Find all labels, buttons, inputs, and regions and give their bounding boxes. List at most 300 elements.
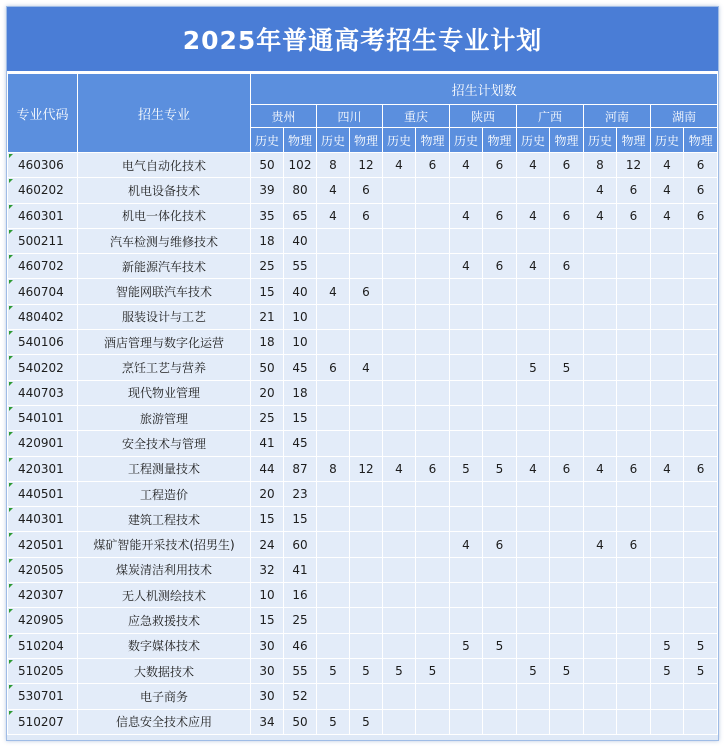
plan-frame <box>6 6 719 741</box>
plan-count-cell <box>684 507 718 532</box>
plan-count-cell <box>416 228 450 253</box>
plan-count-cell: 5 <box>550 355 584 380</box>
plan-count-cell <box>450 709 483 734</box>
plan-count-cell: 4 <box>651 203 684 228</box>
plan-count-cell <box>483 178 517 203</box>
plan-count-cell: 15 <box>284 405 317 430</box>
plan-count-cell <box>517 228 550 253</box>
plan-count-cell <box>684 228 718 253</box>
major-code-cell: 510207 <box>8 709 78 734</box>
plan-count-cell <box>350 254 383 279</box>
plan-count-cell: 6 <box>483 532 517 557</box>
plan-count-cell <box>450 583 483 608</box>
plan-count-cell <box>651 279 684 304</box>
plan-count-cell: 5 <box>684 658 718 683</box>
plan-count-cell: 4 <box>317 203 350 228</box>
plan-count-cell <box>651 254 684 279</box>
plan-count-cell <box>317 557 350 582</box>
major-code-cell: 420901 <box>8 431 78 456</box>
plan-count-cell: 4 <box>350 355 383 380</box>
plan-count-cell <box>584 507 617 532</box>
plan-count-cell: 102 <box>284 153 317 178</box>
plan-count-cell: 4 <box>450 153 483 178</box>
plan-count-cell <box>416 608 450 633</box>
plan-count-cell <box>383 405 416 430</box>
plan-count-cell: 16 <box>284 583 317 608</box>
plan-count-cell <box>517 532 550 557</box>
plan-count-cell <box>483 355 517 380</box>
plan-count-cell <box>350 684 383 709</box>
plan-count-cell <box>584 633 617 658</box>
plan-count-cell <box>550 304 584 329</box>
plan-count-cell <box>617 279 651 304</box>
plan-count-cell <box>584 355 617 380</box>
plan-count-cell: 45 <box>284 355 317 380</box>
subject-history-header: 历史 <box>251 128 284 153</box>
major-name-cell: 旅游管理 <box>78 405 251 430</box>
plan-count-cell: 65 <box>284 203 317 228</box>
plan-count-cell: 4 <box>651 153 684 178</box>
plan-count-cell <box>483 658 517 683</box>
subject-history-header: 历史 <box>517 128 550 153</box>
plan-count-cell: 15 <box>251 279 284 304</box>
plan-count-cell <box>550 279 584 304</box>
plan-count-cell: 6 <box>617 203 651 228</box>
plan-count-cell <box>517 507 550 532</box>
major-name-cell: 工程测量技术 <box>78 456 251 481</box>
plan-count-cell <box>651 355 684 380</box>
plan-count-cell: 6 <box>416 153 450 178</box>
plan-count-cell <box>517 330 550 355</box>
plan-count-cell <box>684 355 718 380</box>
plan-count-cell <box>383 557 416 582</box>
plan-count-cell: 5 <box>684 633 718 658</box>
header-plan-count: 招生计划数 <box>251 74 718 105</box>
plan-count-cell <box>416 507 450 532</box>
plan-count-cell <box>317 380 350 405</box>
subject-history-header: 历史 <box>450 128 483 153</box>
plan-count-cell: 6 <box>617 456 651 481</box>
plan-count-cell <box>483 380 517 405</box>
table-row <box>8 431 718 456</box>
plan-count-cell <box>517 633 550 658</box>
plan-count-cell <box>383 431 416 456</box>
plan-count-cell <box>651 330 684 355</box>
plan-count-cell <box>383 355 416 380</box>
table-row <box>8 456 718 481</box>
major-name-cell: 信息安全技术应用 <box>78 709 251 734</box>
plan-count-cell: 60 <box>284 532 317 557</box>
plan-count-cell: 10 <box>251 583 284 608</box>
province-header: 河南 <box>584 105 651 128</box>
plan-count-cell <box>684 330 718 355</box>
plan-count-cell: 55 <box>284 658 317 683</box>
plan-count-cell <box>684 684 718 709</box>
plan-count-cell: 6 <box>550 456 584 481</box>
plan-count-cell <box>350 608 383 633</box>
plan-count-cell: 4 <box>450 532 483 557</box>
plan-count-cell: 8 <box>584 153 617 178</box>
subject-physics-header: 物理 <box>483 128 517 153</box>
plan-count-cell <box>517 405 550 430</box>
plan-count-cell <box>317 532 350 557</box>
plan-count-cell <box>416 178 450 203</box>
plan-count-cell <box>350 633 383 658</box>
plan-count-cell: 4 <box>517 153 550 178</box>
table-row <box>8 557 718 582</box>
plan-count-cell <box>317 633 350 658</box>
plan-count-cell: 4 <box>584 532 617 557</box>
plan-count-cell <box>584 228 617 253</box>
plan-count-cell <box>517 178 550 203</box>
plan-count-cell <box>684 532 718 557</box>
plan-count-cell <box>550 709 584 734</box>
plan-count-cell <box>450 405 483 430</box>
plan-count-cell <box>350 228 383 253</box>
plan-count-cell: 15 <box>251 507 284 532</box>
plan-count-cell: 12 <box>617 153 651 178</box>
table-row <box>8 608 718 633</box>
plan-count-cell <box>651 684 684 709</box>
plan-count-cell: 39 <box>251 178 284 203</box>
subject-physics-header: 物理 <box>416 128 450 153</box>
plan-count-cell <box>550 557 584 582</box>
plan-count-cell <box>350 304 383 329</box>
plan-count-cell <box>684 304 718 329</box>
plan-count-cell <box>651 228 684 253</box>
plan-count-cell: 12 <box>350 456 383 481</box>
plan-count-cell <box>416 481 450 506</box>
plan-count-cell <box>684 481 718 506</box>
plan-count-cell: 6 <box>550 254 584 279</box>
plan-count-cell <box>584 557 617 582</box>
major-code-cell: 460301 <box>8 203 78 228</box>
plan-count-cell <box>651 431 684 456</box>
plan-count-cell <box>584 684 617 709</box>
major-name-cell: 新能源汽车技术 <box>78 254 251 279</box>
plan-count-cell: 6 <box>550 153 584 178</box>
plan-count-cell: 4 <box>584 203 617 228</box>
plan-count-cell: 6 <box>550 203 584 228</box>
subject-history-header: 历史 <box>584 128 617 153</box>
plan-count-cell <box>684 583 718 608</box>
plan-count-cell <box>651 481 684 506</box>
plan-count-cell <box>383 304 416 329</box>
subject-physics-header: 物理 <box>617 128 651 153</box>
plan-count-cell: 20 <box>251 481 284 506</box>
plan-count-cell <box>584 431 617 456</box>
plan-count-cell <box>450 330 483 355</box>
plan-count-cell <box>684 709 718 734</box>
plan-count-cell <box>383 203 416 228</box>
plan-count-cell: 5 <box>317 709 350 734</box>
plan-count-cell <box>317 304 350 329</box>
plan-count-cell <box>416 203 450 228</box>
plan-count-cell <box>617 431 651 456</box>
plan-count-cell <box>684 405 718 430</box>
plan-count-cell: 6 <box>684 203 718 228</box>
province-header: 广西 <box>517 105 584 128</box>
plan-count-cell <box>584 380 617 405</box>
plan-count-cell: 5 <box>483 633 517 658</box>
plan-count-cell <box>517 608 550 633</box>
table-row <box>8 203 718 228</box>
plan-count-cell: 50 <box>251 355 284 380</box>
major-code-cell: 420501 <box>8 532 78 557</box>
plan-count-cell: 6 <box>617 532 651 557</box>
table-row <box>8 633 718 658</box>
table-row <box>8 355 718 380</box>
plan-count-cell: 18 <box>251 330 284 355</box>
plan-count-cell <box>383 380 416 405</box>
plan-count-cell <box>350 405 383 430</box>
plan-count-cell <box>450 507 483 532</box>
plan-count-cell <box>350 557 383 582</box>
plan-count-cell: 40 <box>284 228 317 253</box>
province-header: 湖南 <box>651 105 718 128</box>
plan-count-cell: 6 <box>483 203 517 228</box>
plan-count-cell <box>684 254 718 279</box>
plan-count-cell: 87 <box>284 456 317 481</box>
plan-count-cell: 30 <box>251 658 284 683</box>
plan-count-cell: 25 <box>251 254 284 279</box>
plan-count-cell <box>317 431 350 456</box>
plan-count-cell <box>651 405 684 430</box>
major-name-cell: 煤矿智能开采技术(招男生) <box>78 532 251 557</box>
plan-count-cell <box>550 633 584 658</box>
plan-count-cell <box>450 557 483 582</box>
plan-count-cell: 5 <box>483 456 517 481</box>
plan-count-cell <box>617 557 651 582</box>
plan-count-cell: 10 <box>284 330 317 355</box>
major-code-cell: 440301 <box>8 507 78 532</box>
plan-count-cell <box>416 557 450 582</box>
plan-count-cell <box>450 658 483 683</box>
plan-count-cell <box>550 380 584 405</box>
plan-count-cell <box>317 405 350 430</box>
plan-count-cell <box>350 481 383 506</box>
major-name-cell: 服装设计与工艺 <box>78 304 251 329</box>
plan-count-cell <box>383 507 416 532</box>
plan-count-cell <box>317 228 350 253</box>
province-header: 四川 <box>317 105 383 128</box>
plan-count-cell: 41 <box>251 431 284 456</box>
major-code-cell: 440703 <box>8 380 78 405</box>
plan-count-cell: 45 <box>284 431 317 456</box>
plan-count-cell <box>584 709 617 734</box>
plan-count-cell <box>483 481 517 506</box>
province-header: 重庆 <box>383 105 450 128</box>
major-name-cell: 煤炭清洁利用技术 <box>78 557 251 582</box>
plan-count-cell <box>684 431 718 456</box>
plan-count-cell <box>450 608 483 633</box>
plan-count-cell: 4 <box>517 254 550 279</box>
plan-count-cell: 35 <box>251 203 284 228</box>
subject-history-header: 历史 <box>651 128 684 153</box>
plan-count-cell: 8 <box>317 456 350 481</box>
subject-physics-header: 物理 <box>550 128 584 153</box>
plan-count-cell <box>617 380 651 405</box>
plan-count-cell <box>651 608 684 633</box>
plan-count-cell: 5 <box>350 658 383 683</box>
major-name-cell: 大数据技术 <box>78 658 251 683</box>
major-code-cell: 500211 <box>8 228 78 253</box>
plan-count-cell <box>517 684 550 709</box>
plan-count-cell: 4 <box>450 254 483 279</box>
plan-count-cell: 5 <box>350 709 383 734</box>
plan-count-cell <box>550 532 584 557</box>
plan-count-cell <box>584 658 617 683</box>
major-code-cell: 530701 <box>8 684 78 709</box>
table-row <box>8 304 718 329</box>
plan-count-cell <box>383 583 416 608</box>
plan-count-cell <box>617 583 651 608</box>
plan-count-cell <box>517 380 550 405</box>
plan-count-cell: 34 <box>251 709 284 734</box>
plan-count-cell: 4 <box>383 456 416 481</box>
plan-count-cell <box>483 279 517 304</box>
header-major-name: 招生专业 <box>78 74 251 153</box>
plan-count-cell <box>550 608 584 633</box>
province-header: 陕西 <box>450 105 517 128</box>
plan-count-cell: 32 <box>251 557 284 582</box>
major-code-cell: 420505 <box>8 557 78 582</box>
plan-count-cell <box>517 304 550 329</box>
plan-count-cell <box>350 532 383 557</box>
plan-count-cell <box>350 507 383 532</box>
plan-count-cell <box>617 709 651 734</box>
plan-count-cell <box>617 658 651 683</box>
plan-count-cell: 6 <box>483 254 517 279</box>
major-name-cell: 数字媒体技术 <box>78 633 251 658</box>
plan-count-cell <box>383 633 416 658</box>
plan-count-cell: 6 <box>684 178 718 203</box>
table-row <box>8 405 718 430</box>
enrollment-plan-table <box>7 73 718 735</box>
plan-count-cell: 4 <box>317 279 350 304</box>
major-name-cell: 酒店管理与数字化运营 <box>78 330 251 355</box>
plan-count-cell <box>584 481 617 506</box>
plan-count-cell <box>383 532 416 557</box>
plan-count-cell <box>617 254 651 279</box>
plan-count-cell <box>483 684 517 709</box>
plan-count-cell <box>684 279 718 304</box>
plan-count-cell <box>483 557 517 582</box>
major-code-cell: 420307 <box>8 583 78 608</box>
plan-count-cell <box>651 507 684 532</box>
major-code-cell: 440501 <box>8 481 78 506</box>
plan-count-cell <box>584 405 617 430</box>
major-code-cell: 420905 <box>8 608 78 633</box>
major-name-cell: 应急救援技术 <box>78 608 251 633</box>
plan-count-cell <box>550 228 584 253</box>
plan-count-cell <box>584 330 617 355</box>
plan-count-cell: 5 <box>651 633 684 658</box>
plan-count-cell <box>317 684 350 709</box>
plan-count-cell: 6 <box>350 279 383 304</box>
plan-count-cell <box>383 178 416 203</box>
subject-history-header: 历史 <box>383 128 416 153</box>
plan-count-cell <box>317 507 350 532</box>
plan-count-cell <box>416 380 450 405</box>
plan-count-cell <box>483 405 517 430</box>
plan-count-cell: 5 <box>651 658 684 683</box>
plan-count-cell <box>416 633 450 658</box>
plan-count-cell: 40 <box>284 279 317 304</box>
table-row <box>8 228 718 253</box>
plan-count-cell: 23 <box>284 481 317 506</box>
plan-count-cell: 5 <box>317 658 350 683</box>
table-row <box>8 178 718 203</box>
table-row <box>8 254 718 279</box>
table-row <box>8 380 718 405</box>
table-row <box>8 507 718 532</box>
plan-count-cell <box>483 583 517 608</box>
plan-count-cell: 50 <box>251 153 284 178</box>
plan-count-cell <box>450 684 483 709</box>
major-name-cell: 电气自动化技术 <box>78 153 251 178</box>
table-row <box>8 330 718 355</box>
plan-count-cell: 50 <box>284 709 317 734</box>
major-code-cell: 510204 <box>8 633 78 658</box>
table-row <box>8 481 718 506</box>
plan-count-cell: 5 <box>450 456 483 481</box>
plan-count-cell <box>483 304 517 329</box>
plan-count-cell <box>584 254 617 279</box>
plan-count-cell <box>584 583 617 608</box>
plan-count-cell: 6 <box>350 178 383 203</box>
plan-count-cell: 4 <box>317 178 350 203</box>
plan-count-cell: 5 <box>550 658 584 683</box>
plan-count-cell <box>350 380 383 405</box>
major-code-cell: 540101 <box>8 405 78 430</box>
table-row <box>8 279 718 304</box>
plan-count-cell <box>383 279 416 304</box>
plan-count-cell <box>617 608 651 633</box>
plan-count-cell: 30 <box>251 684 284 709</box>
plan-count-cell <box>550 405 584 430</box>
plan-count-cell <box>517 557 550 582</box>
plan-count-cell: 5 <box>416 658 450 683</box>
plan-count-cell <box>317 481 350 506</box>
plan-count-cell <box>550 583 584 608</box>
major-name-cell: 烹饪工艺与营养 <box>78 355 251 380</box>
plan-count-cell <box>383 481 416 506</box>
plan-count-cell <box>684 557 718 582</box>
plan-count-cell <box>416 405 450 430</box>
major-name-cell: 建筑工程技术 <box>78 507 251 532</box>
subject-physics-header: 物理 <box>350 128 383 153</box>
major-name-cell: 安全技术与管理 <box>78 431 251 456</box>
table-row <box>8 709 718 734</box>
plan-count-cell <box>550 507 584 532</box>
subject-physics-header: 物理 <box>284 128 317 153</box>
major-code-cell: 420301 <box>8 456 78 481</box>
plan-count-cell <box>416 355 450 380</box>
table-row <box>8 583 718 608</box>
plan-count-cell <box>483 608 517 633</box>
table-row <box>8 684 718 709</box>
major-code-cell: 460704 <box>8 279 78 304</box>
major-code-cell: 540106 <box>8 330 78 355</box>
major-name-cell: 现代物业管理 <box>78 380 251 405</box>
plan-count-cell <box>416 583 450 608</box>
plan-count-cell: 8 <box>317 153 350 178</box>
plan-count-cell <box>416 304 450 329</box>
plan-count-cell: 6 <box>483 153 517 178</box>
page-title: 2025年普通高考招生专业计划 <box>7 7 718 73</box>
major-code-cell: 460702 <box>8 254 78 279</box>
